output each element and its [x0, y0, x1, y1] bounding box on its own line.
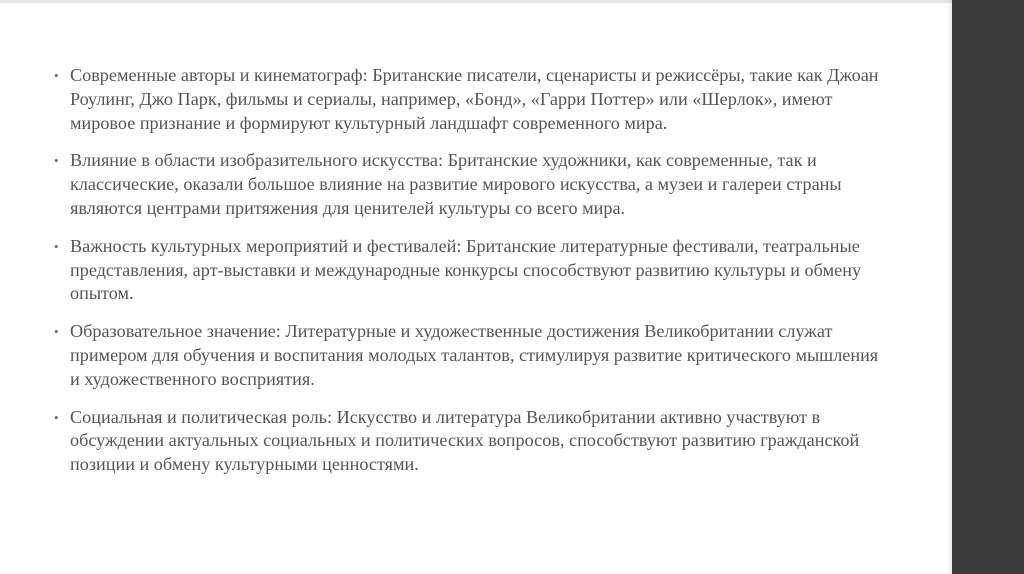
bullet-dot-icon: • [54, 324, 59, 340]
right-sidebar-panel [952, 0, 1024, 574]
bullet-dot-icon: • [54, 238, 59, 254]
bullet-text: Современные авторы и кинематограф: Британские писатели, сценаристы и режиссёры, такие как Джоан Роулинг, Джо Парк, фильмы и сериалы, например, «Бонд», «Гарри Поттер» или «Шерлок», имеют мировое признание и формируют культурный ландшафт современного мира. [70, 65, 879, 133]
top-divider [0, 0, 952, 3]
bullet-text: Социальная и политическая роль: Искусство и литература Великобритании активно участвуют в обсуждении актуальных социальных и политических вопросов, способствуют развитию гражданской позиции и обмену культурными ценностями. [70, 406, 860, 475]
bullet-item [52, 235, 892, 306]
bullet-item [52, 149, 892, 220]
bullet-item [52, 320, 892, 391]
bullet-item [52, 64, 892, 135]
bullet-dot-icon: • [54, 68, 59, 83]
bullet-dot-icon: • [54, 153, 59, 169]
bullet-text: Влияние в области изобразительного искусства: Британские художники, как современные, так и классические, оказали большое влияние на развитие мирового искусства, а музеи и галереи страны являются центрами притяжения для ценителей культуры со всего мира. [70, 150, 842, 218]
bullet-text: Важность культурных мероприятий и фестивалей: Британские литературные фестивали, театральные представления, арт-выставки и международные конкурсы способствуют развитию культуры и обмену опытом. [70, 235, 862, 304]
bullet-text: Образовательное значение: Литературные и художественные достижения Великобритании служат примером для обучения и воспитания молодых талантов, стимулируя развитие критического мышления и художественного восприятия. [70, 321, 879, 389]
bullet-list [52, 64, 892, 491]
bullet-item [52, 406, 892, 477]
bullet-dot-icon: • [54, 409, 59, 425]
